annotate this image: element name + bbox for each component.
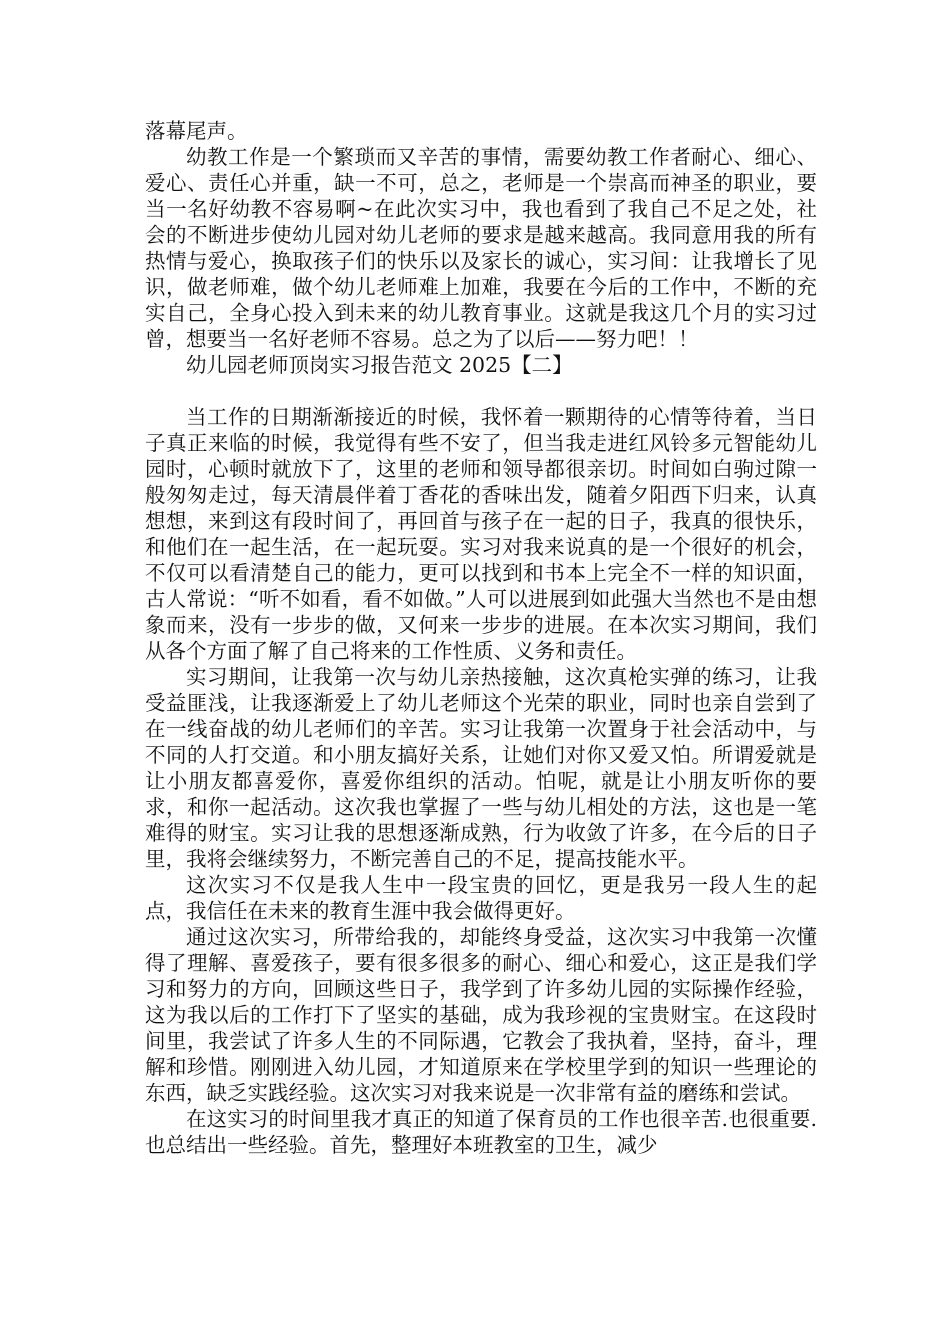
paragraph-memory: 这次实习不仅是我人生中一段宝贵的回忆，更是我另一段人生的起点，我信任在未来的教育生涯中我会做得更好。 <box>145 873 817 923</box>
paragraph-conclusion: 幼教工作是一个繁琐而又辛苦的事情，需要幼教工作者耐心、细心、爱心、责任心并重，缺一不可，总之，老师是一个崇高而神圣的职业，要当一名好幼教不容易啊~在此次实习中，我也看到了我自己不足之处，社会的不断进步使幼儿园对幼儿老师的要求是越来越高。我同意用我的所有热情与爱心，换取孩子们的快乐以及家长的诚心，实习间：让我增长了见识，做老师难，做个幼儿老师难上加难，我要在今后的工作中，不断的充实自己，全身心投入到未来的幼儿教育事业。这就是我这几个月的实习过曾，想要当一名好老师不容易。总之为了以后——努力吧！！ <box>145 145 817 351</box>
paragraph-intro: 当工作的日期渐渐接近的时候，我怀着一颗期待的心情等待着，当日子真正来临的时候，我觉得有些不安了，但当我走进红风铃多元智能幼儿园时，心顿时就放下了，这里的老师和领导都很亲切。时间如白驹过隙一般匆匆走过，每天清晨伴着丁香花的香味出发，随着夕阳西下归来，认真想想，来到这有段时间了，再回首与孩子在一起的日子，我真的很快乐，和他们在一起生活，在一起玩耍。实习对我来说真的是一个很好的机会，不仅可以看清楚自己的能力，更可以找到和书本上完全不一样的知识面，古人常说：“听不如看，看不如做。”人可以进展到如此强大当然也不是由想象而来，没有一步步的做，又何来一步步的进展。在本次实习期间，我们从各个方面了解了自己将来的工作性质、义务和责任。 <box>145 405 817 663</box>
paragraph-internship-period: 实习期间，让我第一次与幼儿亲热接触，这次真枪实弹的练习，让我受益匪浅，让我逐渐爱上了幼儿老师这个光荣的职业，同时也亲自尝到了在一线奋战的幼儿老师们的辛苦。实习让我第一次置身于社会活动中，与不同的人打交道。和小朋友搞好关系，让她们对你又爱又怕。所谓爱就是让小朋友都喜爱你，喜爱你组织的活动。怕呢，就是让小朋友听你的要求，和你一起活动。这次我也掌握了一些与幼儿相处的方法，这也是一笔难得的财宝。实习让我的思想逐渐成熟，行为收敛了许多，在今后的日子里，我将会继续努力，不断完善自己的不足，提高技能水平。 <box>145 665 817 871</box>
paragraph-childcare: 在这实习的时间里我才真正的知道了保育员的工作也很辛苦.也很重要.也总结出一些经验。首先，整理好本班教室的卫生，减少 <box>145 1107 817 1157</box>
paragraph-continuation: 落幕尾声。 <box>145 119 248 143</box>
blank-line <box>145 378 817 404</box>
paragraph-benefits: 通过这次实习，所带给我的，却能终身受益，这次实习中我第一次懂得了理解、喜爱孩子，要有很多很多的耐心、细心和爱心，这正是我们学习和努力的方向，回顾这些日子，我学到了许多幼儿园的实际操作经验，这为我以后的工作打下了坚实的基础，成为我珍视的宝贵财宝。在这段时间里，我尝试了许多人生的不同际遇，它教会了我执着，坚持，奋斗，理解和珍惜。刚刚进入幼儿园，才知道原来在学校里学到的知识一些理论的东西，缺乏实践经验。这次实习对我来说是一次非常有益的磨练和尝试。 <box>145 925 817 1105</box>
document-body <box>145 118 817 1158</box>
section-heading: 幼儿园老师顶岗实习报告范文 2025【二】 <box>186 353 573 377</box>
